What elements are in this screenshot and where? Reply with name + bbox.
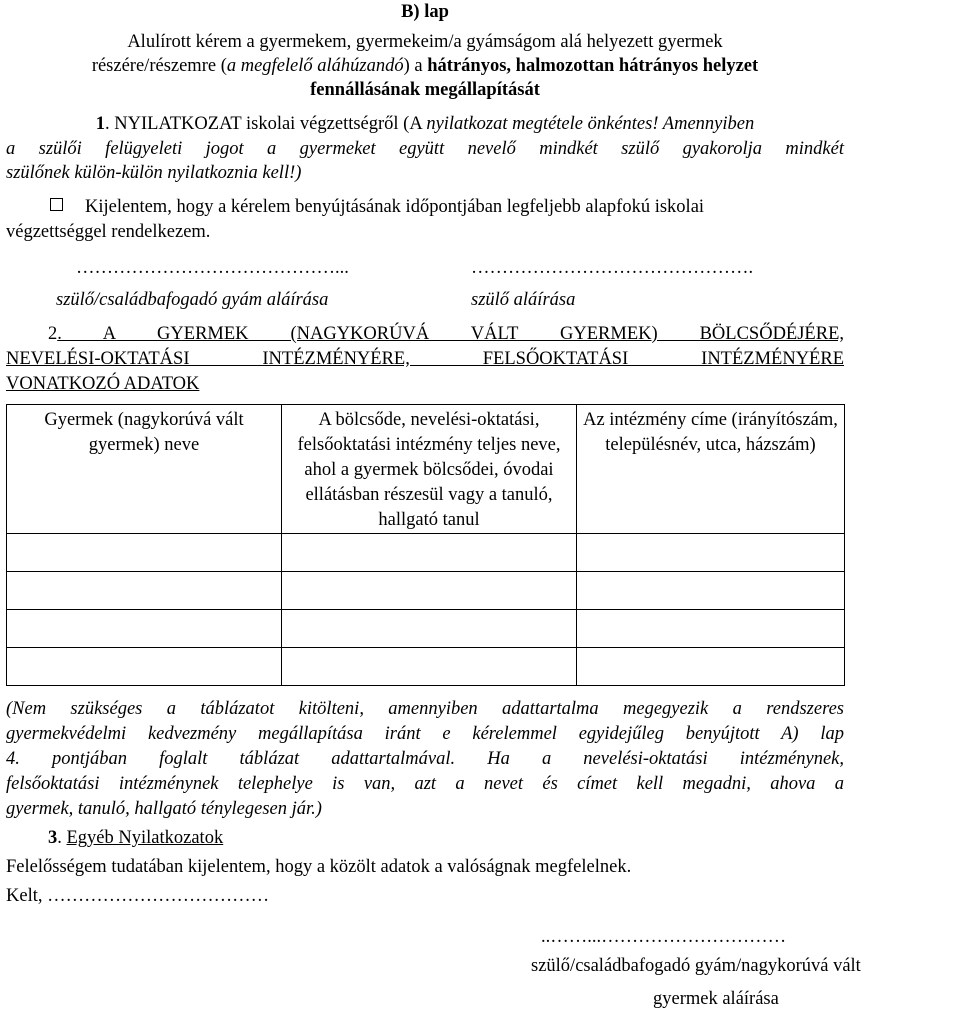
institution-table xyxy=(6,404,845,686)
table-cell-institution-address[interactable] xyxy=(577,534,845,572)
intro-line-3: fennállásának megállapítását xyxy=(310,80,540,100)
table-note-line-3: 4. pontjában foglalt táblázat adattartalmával. Ha a nevelési-oktatási intézménynek, xyxy=(6,749,844,769)
second-parent-signature-line: ………………………………………. xyxy=(471,258,754,278)
parent-signature-label: szülő/családbafogadó gyám aláírása xyxy=(56,290,329,310)
column-header-child-name: Gyermek (nagykorúvá vált gyermek) neve xyxy=(7,405,282,534)
table-cell-institution-address[interactable] xyxy=(577,610,845,648)
final-signature-label-line-2: gyermek aláírása xyxy=(653,989,779,1009)
column-header-institution-name: A bölcsőde, nevelési-oktatási, felsőoktatási intézmény teljes neve, ahol a gyermek bölcsődei, óvodai ellátásban részesül vagy a tanuló, hallgató tanul xyxy=(282,405,577,534)
table-row xyxy=(7,572,845,610)
statement-line: Felelősségem tudatában kijelentem, hogy a közölt adatok a valóságnak megfelelnek. xyxy=(6,857,632,877)
intro-line-1: Alulírott kérem a gyermekem, gyermekeim/a gyámságom alá helyezett gyermek xyxy=(127,32,723,52)
table-cell-child-name[interactable] xyxy=(7,610,282,648)
table-cell-child-name[interactable] xyxy=(7,648,282,686)
table-cell-institution-name[interactable] xyxy=(282,534,577,572)
education-declaration-line-2: végzettséggel rendelkezem. xyxy=(6,222,211,242)
table-cell-institution-name[interactable] xyxy=(282,572,577,610)
second-parent-signature-label: szülő aláírása xyxy=(471,290,576,310)
section2-title-line-2: NEVELÉSI-OKTATÁSI INTÉZMÉNYÉRE, FELSŐOKTATÁSI INTÉZMÉNYÉRE xyxy=(6,349,844,369)
table-cell-institution-name[interactable] xyxy=(282,610,577,648)
section2-title-line-3: VONATKOZÓ ADATOK xyxy=(6,374,200,394)
parent-signature-line: ……………………………………... xyxy=(76,258,349,278)
table-row xyxy=(7,648,845,686)
declaration-checkbox[interactable] xyxy=(50,198,63,211)
final-signature-label-line-1: szülő/családbafogadó gyám/nagykorúvá vált xyxy=(531,956,861,976)
table-cell-institution-address[interactable] xyxy=(577,648,845,686)
section1-title: 1. NYILATKOZAT iskolai végzettségről (A nyilatkozat megtétele önkéntes! Amennyiben xyxy=(95,114,755,134)
table-note-line-1: (Nem szükséges a táblázatot kitölteni, amennyiben adattartalma megegyezik a rendszeres xyxy=(6,699,844,719)
page-title: B) lap xyxy=(401,2,449,22)
table-cell-institution-address[interactable] xyxy=(577,572,845,610)
final-signature-line: ..……...………………………… xyxy=(541,927,787,947)
section3-title: 3. Egyéb Nyilatkozatok xyxy=(48,828,224,848)
table-row xyxy=(7,534,845,572)
education-declaration: Kijelentem, hogy a kérelem benyújtásának időpontjában legfeljebb alapfokú iskolai xyxy=(6,195,844,219)
intro-line-2: részére/részemre (a megfelelő aláhúzandó) a hátrányos, halmozottan hátrányos helyzet xyxy=(91,56,759,76)
section1-note-line-2: a szülői felügyeleti jogot a gyermeket együtt nevelő mindkét szülő gyakorolja mindkét xyxy=(6,139,844,159)
column-header-institution-address: Az intézmény címe (irányítószám, településnév, utca, házszám) xyxy=(577,405,845,534)
table-cell-child-name[interactable] xyxy=(7,534,282,572)
table-cell-institution-name[interactable] xyxy=(282,648,577,686)
table-note-line-4: felsőoktatási intézménynek telephelye is van, azt a nevet és címet kell megadni, ahova a xyxy=(6,774,844,794)
date-place-line: Kelt, ……………………………… xyxy=(6,886,270,906)
table-row xyxy=(7,610,845,648)
table-header-row xyxy=(7,405,845,534)
table-cell-child-name[interactable] xyxy=(7,572,282,610)
table-note-line-2: gyermekvédelmi kedvezmény megállapítása iránt e kérelemmel egyidejűleg benyújtott A) lap xyxy=(6,724,844,744)
table-note-line-5: gyermek, tanuló, hallgató ténylegesen jár.) xyxy=(6,799,322,819)
section2-title-line-1: 2. A GYERMEK (NAGYKORÚVÁ VÁLT GYERMEK) BÖLCSŐDÉJÉRE, xyxy=(48,324,844,344)
section1-note-line-3: szülőnek külön-külön nyilatkoznia kell!) xyxy=(6,163,302,183)
